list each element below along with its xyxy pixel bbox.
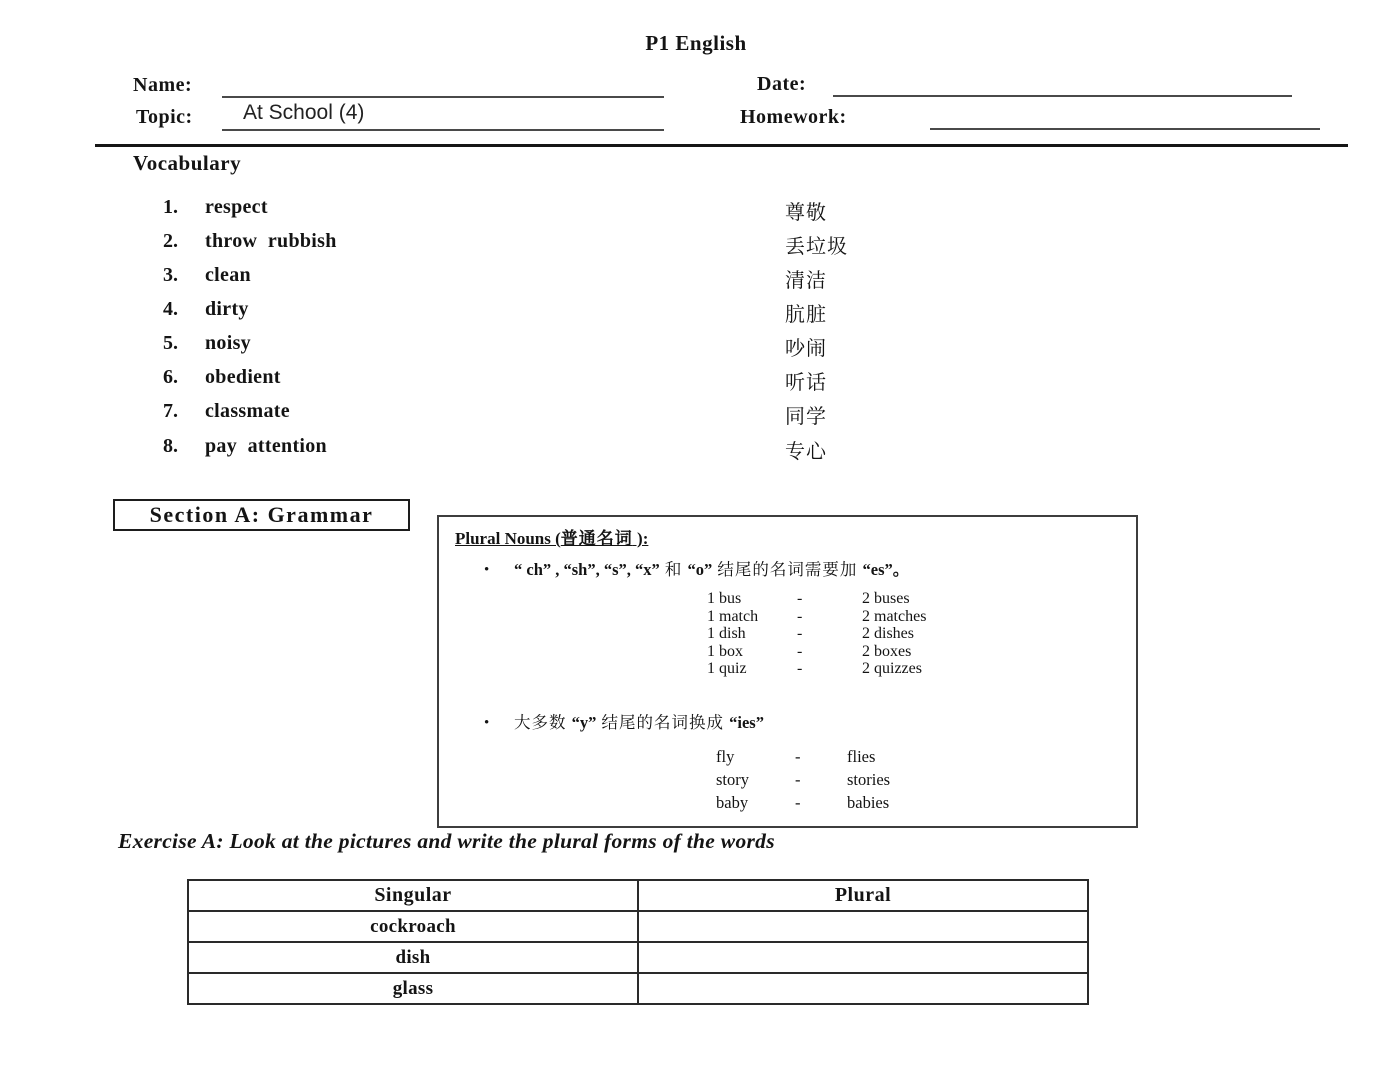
vocabulary-heading: Vocabulary: [133, 151, 242, 175]
vocab-translation: 丢垃圾: [785, 236, 848, 258]
vocab-item: [163, 230, 1263, 256]
vocab-translation: 尊敬: [785, 202, 827, 224]
grammar-rules-box: [437, 515, 1138, 828]
example-dash: -: [795, 770, 801, 789]
vocab-word: classmate: [205, 400, 290, 422]
singular-cell: dish: [188, 942, 638, 973]
vocab-translation: 专心: [785, 441, 827, 463]
vocab-translation: 听话: [785, 372, 827, 394]
example-dash: -: [797, 660, 803, 677]
vocab-word: throw rubbish: [205, 230, 337, 252]
example-singular: baby: [716, 793, 749, 812]
vocab-item: [163, 264, 1263, 290]
vocab-word: respect: [205, 196, 268, 218]
table-header-plural: Plural: [638, 880, 1088, 911]
example-plural: 2 buses: [862, 590, 910, 607]
name-label: Name:: [133, 74, 193, 96]
name-blank-line: [222, 96, 664, 98]
vocab-number: 7.: [163, 400, 178, 422]
page-title: P1 English: [645, 31, 747, 55]
homework-label: Homework:: [740, 106, 847, 128]
vocab-item: [163, 400, 1263, 426]
example-plural: 2 matches: [862, 607, 927, 625]
topic-value: At School (4): [243, 101, 365, 124]
example-dash: -: [795, 747, 801, 766]
singular-cell: glass: [188, 973, 638, 1004]
date-blank-line: [833, 95, 1292, 97]
vocab-translation: 吵闹: [785, 338, 827, 360]
example-plural: 2 dishes: [862, 625, 914, 642]
plural-answer-cell: [638, 973, 1088, 1004]
example-plural: babies: [847, 793, 890, 812]
vocab-number: 2.: [163, 230, 178, 252]
example-singular: 1 dish: [707, 625, 746, 642]
example-plural: flies: [847, 747, 876, 766]
example-dash: -: [797, 607, 803, 625]
example-singular: 1 bus: [707, 590, 742, 607]
example-singular: 1 match: [707, 607, 759, 625]
vocab-translation: 清洁: [785, 270, 827, 292]
example-singular: 1 quiz: [707, 660, 747, 677]
vocab-number: 1.: [163, 196, 178, 218]
rule-es-examples: [707, 590, 926, 678]
vocab-translation: 同学: [785, 406, 827, 428]
vocab-word: obedient: [205, 366, 281, 388]
vocab-word: noisy: [205, 332, 251, 354]
table-header-row: [188, 880, 1088, 911]
vocab-number: 5.: [163, 332, 178, 354]
example-dash: -: [797, 642, 803, 660]
exercise-a-title: Exercise A: Look at the pictures and write the plural forms of the words: [118, 829, 775, 853]
vocab-word: dirty: [205, 298, 249, 320]
vocab-item: [163, 435, 1263, 461]
rule-ies: • 大多数 “y” 结尾的名词换成 “ies”: [484, 713, 764, 732]
plural-answer-cell: [638, 911, 1088, 942]
table-row: [188, 911, 1088, 942]
bullet-icon: •: [484, 715, 490, 731]
example-plural: 2 boxes: [862, 642, 912, 660]
grammar-box-title: Plural Nouns (普通名词 ):: [455, 529, 649, 548]
table-row: [188, 973, 1088, 1004]
vocab-item: [163, 332, 1263, 358]
section-a-heading: Section A: Grammar: [113, 499, 410, 531]
example-plural: stories: [847, 770, 891, 789]
rule-es: • “ ch” , “sh”, “s”, “x” 和 “o” 结尾的名词需要加 “es”。: [484, 560, 910, 579]
table-header-singular: Singular: [188, 880, 638, 911]
vocab-number: 3.: [163, 264, 178, 286]
table-row: [188, 942, 1088, 973]
vocab-number: 6.: [163, 366, 178, 388]
date-label: Date:: [757, 73, 807, 95]
topic-label: Topic:: [136, 106, 193, 128]
vocab-word: clean: [205, 264, 251, 286]
vocab-item: [163, 366, 1263, 392]
example-dash: -: [797, 590, 803, 607]
plural-exercise-table: [187, 879, 1089, 1005]
example-plural: 2 quizzes: [862, 660, 922, 677]
example-singular: story: [716, 770, 749, 789]
vocab-word: pay attention: [205, 435, 327, 457]
header-divider: [95, 144, 1348, 147]
example-dash: -: [795, 793, 801, 812]
topic-blank-line: [222, 129, 664, 131]
vocab-item: [163, 298, 1263, 324]
example-singular: fly: [716, 747, 735, 766]
example-dash: -: [797, 625, 803, 642]
vocab-number: 8.: [163, 435, 178, 457]
vocab-number: 4.: [163, 298, 178, 320]
vocab-item: [163, 196, 1263, 222]
bullet-icon: •: [484, 562, 490, 578]
rule-ies-examples: [716, 745, 890, 814]
homework-blank-line: [930, 128, 1320, 130]
plural-answer-cell: [638, 942, 1088, 973]
example-singular: 1 box: [707, 642, 743, 660]
vocab-translation: 肮脏: [785, 304, 827, 326]
singular-cell: cockroach: [188, 911, 638, 942]
